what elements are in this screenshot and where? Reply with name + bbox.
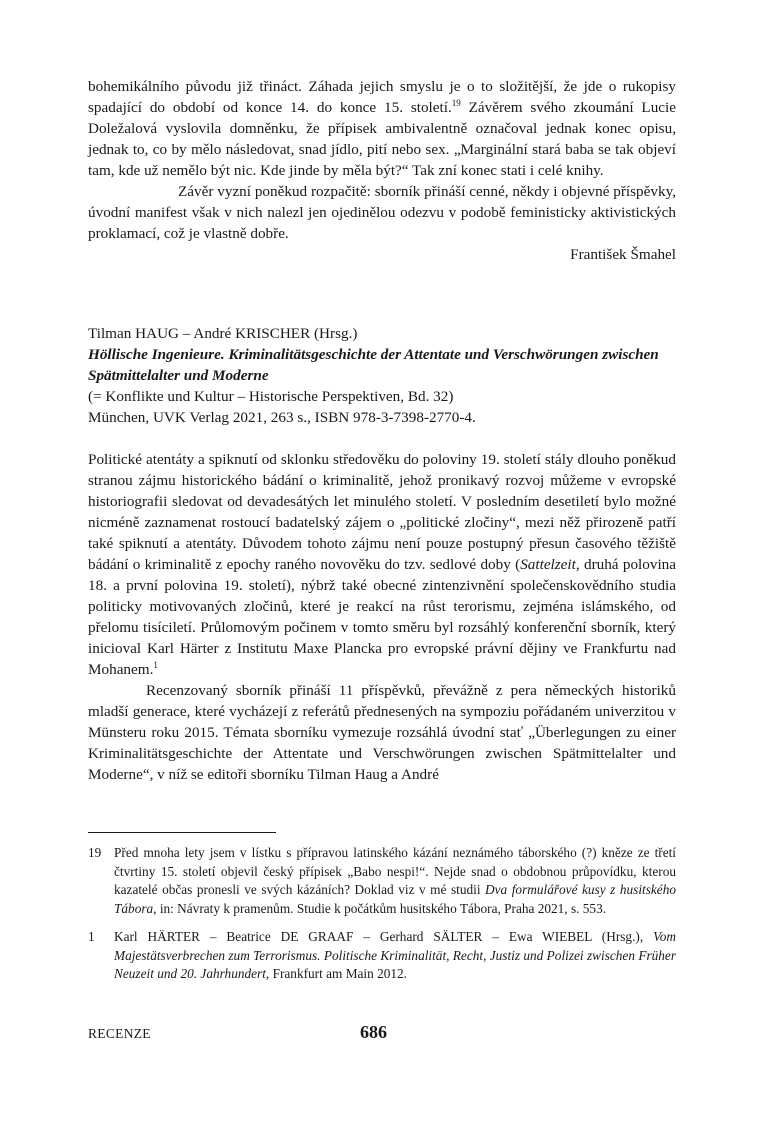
footnote-1 xyxy=(88,928,676,984)
page-footer xyxy=(88,1022,676,1046)
review-signature: František Šmahel xyxy=(570,246,676,263)
book-authors: Tilman HAUG – André KRISCHER (Hrsg.) xyxy=(88,325,358,342)
footnote-text: Před mnoha lety jsem v lístku s přípravou latinského kázání neznámého táborského (?) kněze ze třetí čtvrtiny 15. století objevil český přípisek „Babo nespi!“. Nejde snad o obdobnou průpovídku, kterou kazatelé občas pronesli ve svých kázáních? Doklad viz v mé studii Dva formulářové kusy z husitského Tábora, in: Návraty k pramenům. Studie k počátkům husitského Tábora, Praha 2021, s. 553. xyxy=(114,845,676,916)
paragraph-review-1 xyxy=(88,449,676,680)
footnote-number: 1 xyxy=(88,929,95,944)
footnote-ref[interactable]: 19 xyxy=(451,97,461,108)
footnote-19 xyxy=(88,832,676,918)
text-run: , druhá polovina 18. a první polovina 19. století), nýbrž také obecné zintenzivnění společenskovědního studia politicky motivovaných zločinů, které je reakcí na růst terorismu, zejména islámského, od přelomu tisíciletí. Průlomovým počinem v tomto směru byl rozsáhlý konferenční sborník, který inicioval Karl Härter z Institutu Maxe Plancka pro evropské právní dějiny ve Frankfurtu nad Mohanem. xyxy=(88,556,676,678)
italic-term: Sattelzeit xyxy=(520,556,576,573)
text-run: Závěrem svého zkoumání Lucie Doležalová vyslovila domněnku, že přípisek ambivalentně označoval jednak konec opisu, jednak to, co by mělo následovat, snad jídlo, pití nebo sex. „Marginální stará baba se tak objeví tam, kde už nemělo být nic. Kde jinde by měla být?“ Tak zní konec stati i celé knihy. xyxy=(88,99,676,179)
book-title: Höllische Ingenieure. Kriminalitätsgeschichte der Attentate und Verschwörungen zwischen Spätmittelalter und Moderne xyxy=(88,346,659,384)
footnote-number: 19 xyxy=(88,845,102,860)
page-number: 686 xyxy=(360,1022,387,1042)
footnotes xyxy=(88,832,676,984)
footnote-ref[interactable]: 1 xyxy=(153,659,158,670)
text-run: Politické atentáty a spiknutí od sklonku středověku do poloviny 19. století stály dlouho poněkud stranou zájmu historického bádání o kriminalitě, jehož pronikavý rozvoj můžeme v evropské historiografii sledovat od devadesátých let minulého století. V posledním desetiletí bylo možné nicméně zaznamenat rostoucí badatelský zájem o „politické zločiny“, mezi něž přirozeně patří také spiknutí a atentáty. Důvodem tohoto zájmu není pouze postupný přesun časového těžiště bádání o kriminalitě z epochy raného novověku do tzv. sedlové doby ( xyxy=(88,451,676,573)
page-body xyxy=(88,76,676,785)
review-body xyxy=(88,449,676,785)
text-run: bohemikálního původu již třináct. Záhada jejich smyslu je o to složitější, že jde o rukopisy spadající do období od konce 14. do konce 15. století. xyxy=(88,78,676,116)
book-imprint: München, UVK Verlag 2021, 263 s., ISBN 978-3-7398-2770-4. xyxy=(88,409,476,426)
paragraph-review-2: Recenzovaný sborník přináší 11 příspěvků, převážně z pera německých historiků mladší generace, které vycházejí z referátů přednesených na sympoziu pořádaném univerzitou v Münsteru roku 2015. Témata sborníku vymezuje rozsáhlá úvodní stať „Überlegungen zu einer Kriminalitätsgeschichte der Attentate und Verschwörungen zwischen Spätmittelalter und Moderne“, v níž se editoři sborníku Tilman Haug a André xyxy=(88,682,676,783)
footnote-divider xyxy=(88,832,276,833)
section-label: RECENZE xyxy=(88,1026,151,1041)
paragraph-prev-review-1 xyxy=(88,76,676,181)
paragraph-prev-review-2: Závěr vyzní poněkud rozpačitě: sborník přináší cenné, někdy i objevné příspěvky, úvodní manifest však v nich nalezl jen ojedinělou odezvu v podobě feministicky aktivistických proklamací, což je vlastně dobře. xyxy=(88,183,676,242)
review-header xyxy=(88,323,676,428)
book-series: (= Konflikte und Kultur – Historische Perspektiven, Bd. 32) xyxy=(88,388,454,405)
footnote-text: Karl HÄRTER – Beatrice DE GRAAF – Gerhard SÄLTER – Ewa WIEBEL (Hrsg.), Vom Majestätsverbrechen zum Terrorismus. Politische Kriminalität, Recht, Justiz und Polizei zwischen Früher Neuzeit und 20. Jahrhundert, Frankfurt am Main 2012. xyxy=(114,929,676,981)
